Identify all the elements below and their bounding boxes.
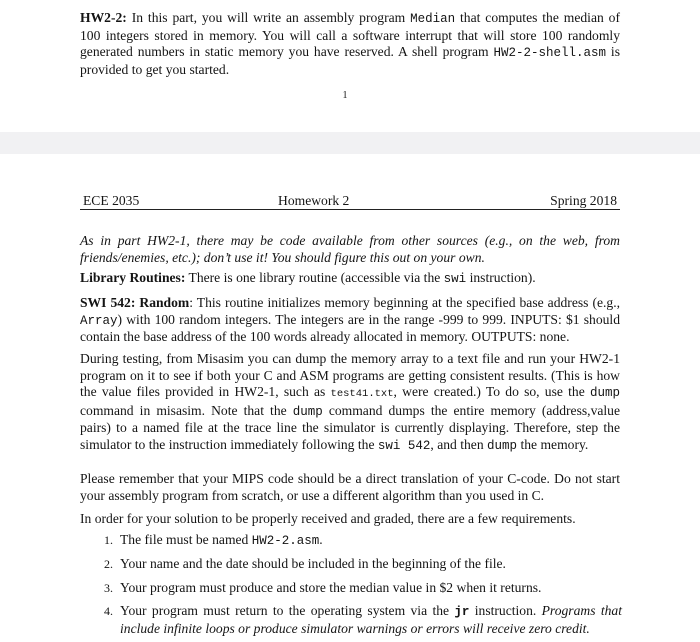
swi-keyword: swi [443, 272, 467, 286]
requirement-text-end: . [319, 532, 323, 547]
requirement-text: Your program must produce and store the median value in $2 when it returns. [120, 580, 542, 595]
requirement-item [104, 603, 622, 637]
testing-paragraph [80, 351, 620, 455]
intro-text-1: In this part, you will write an assembly program [126, 10, 411, 25]
library-routines-paragraph [80, 270, 620, 288]
page-1 [0, 0, 700, 132]
program-name: Median [410, 12, 456, 26]
asm-filename: HW2-2.asm [251, 534, 320, 548]
page-number: 1 [342, 90, 348, 101]
requirements-intro: In order for your solution to be properly received and graded, there are a few requirements. [80, 511, 576, 526]
library-label: Library Routines: [80, 270, 186, 285]
intro-text-3: is provided to get you started. [80, 44, 621, 77]
swi-text-2: ) with 100 random integers. The integers are in the range -999 to 999. INPUTS: $1 should contain the base address of the 100 words already allocated in memory. OUTPUTS: none. [80, 311, 620, 345]
testing-text-1: During testing, from Misasim you can dump the memory array to a text file and run your HW2-1 program on it to see if both your C and ASM programs are getting consistent results. (This is how the value files provided in HW2-1, such as [80, 351, 620, 400]
testing-text-4: command dumps the entire memory (address,value pairs) to a named file at the trace line the simulator is currently displaying. Therefore, step the simulator to the instruction immediately following the [80, 402, 621, 452]
requirement-number: 1. [104, 533, 113, 547]
requirement-item [104, 556, 622, 573]
test-filename: test41.txt [330, 388, 394, 401]
array-keyword: Array [80, 313, 118, 328]
hw-label: HW2-2: [80, 10, 127, 25]
requirement-item [104, 532, 622, 550]
jr-keyword: jr [454, 605, 470, 619]
zero-credit-warning: Programs that include infinite loops or produce simulator warnings or errors will receive zero credit. [120, 603, 622, 636]
page-header [80, 193, 620, 210]
page-separator [0, 132, 700, 154]
requirement-number: 4. [104, 604, 113, 618]
requirement-text: Your program must return to the operating system via the [120, 603, 455, 618]
header-course: ECE 2035 [83, 193, 140, 208]
library-text-2: instruction). [466, 270, 536, 285]
intro-paragraph [80, 10, 620, 78]
shell-filename: HW2-2-shell.asm [493, 46, 607, 61]
intro-text-2: that computes the median of 100 integers stored in memory. You will call a software interrupt that will store 100 randomly generated numbers in static memory you have reserved. A shell program [80, 10, 620, 60]
requirement-number: 3. [104, 581, 113, 595]
testing-text-2: , were created.) To do so, use the [393, 384, 590, 400]
requirement-text: Your name and the date should be included in the beginning of the file. [120, 556, 506, 571]
swi-542-label: SWI 542: Random [80, 295, 190, 310]
requirement-item [104, 580, 622, 597]
requirement-text: The file must be named [120, 532, 252, 547]
header-assignment: Homework 2 [278, 193, 350, 208]
dump-keyword: dump [292, 404, 323, 419]
swi-call: swi 542 [377, 438, 431, 453]
mips-note-paragraph: Please remember that your MIPS code should be a direct translation of your C-code. Do not start your assembly program from scratch, or use a different algorithm than you used in C. [80, 471, 620, 503]
library-text-1: There is one library routine (accessible via the [185, 270, 444, 285]
swi-text-1: : This routine initializes memory beginning at the specified base address (e.g., [189, 295, 620, 310]
dump-keyword: dump [589, 386, 620, 401]
header-term: Spring 2018 [550, 193, 617, 208]
testing-text-6: the memory. [517, 436, 589, 452]
testing-text-5: , and then [430, 436, 488, 452]
testing-text-3: command in misasim. Note that the [80, 402, 293, 418]
warning-paragraph: As in part HW2-1, there may be code available from other sources (e.g., on the web, from friends/enemies, etc.); don’t use it! You should figure this out on your own. [80, 233, 620, 265]
dump-keyword: dump [487, 438, 518, 453]
swi-542-paragraph [80, 295, 620, 346]
requirement-number: 2. [104, 557, 113, 571]
requirement-text-mid: instruction. [469, 603, 542, 618]
